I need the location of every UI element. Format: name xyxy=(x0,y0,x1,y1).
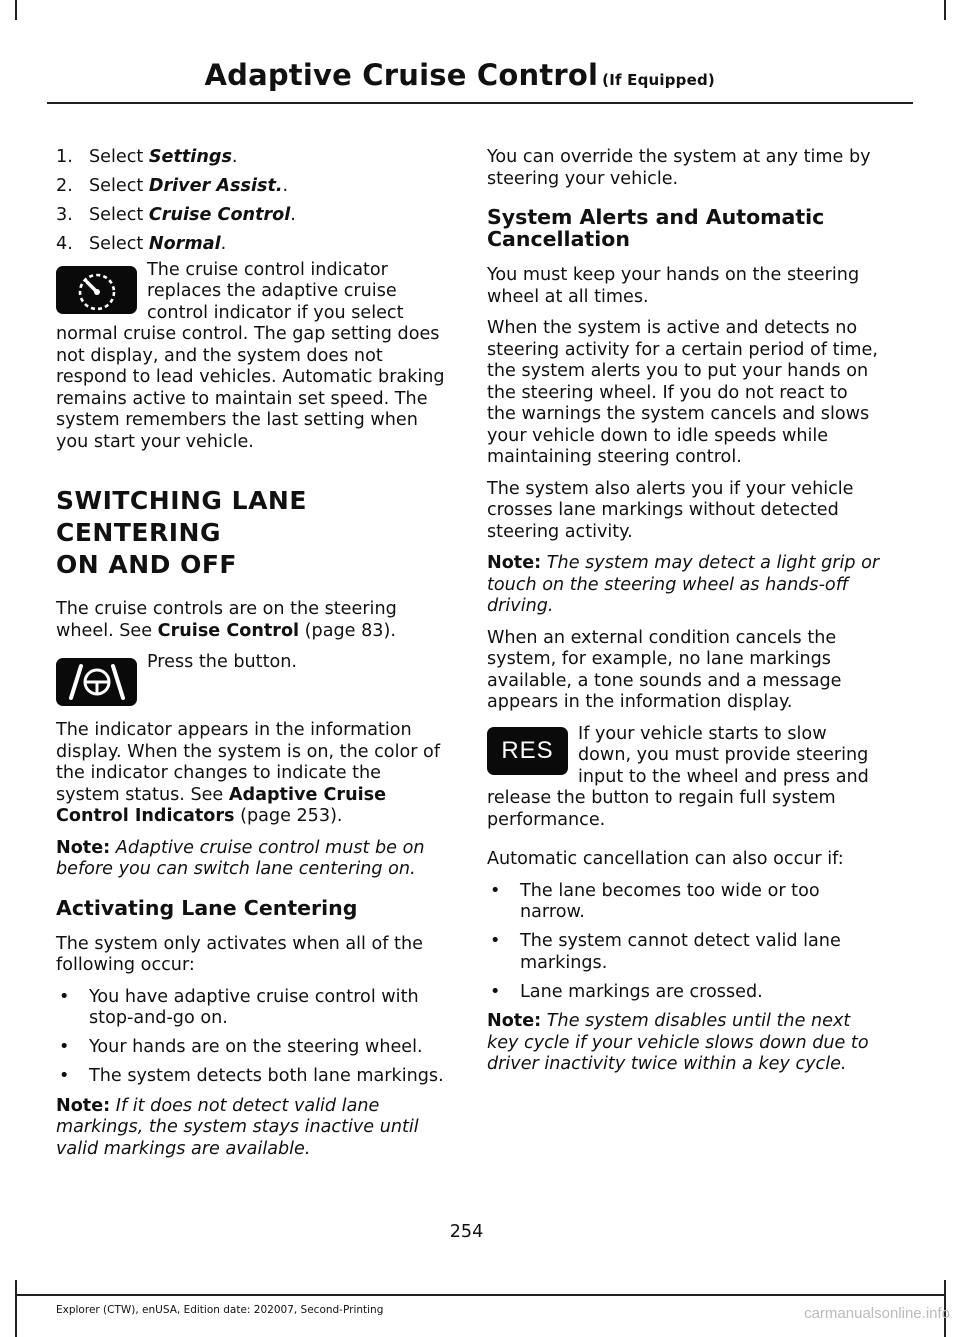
slow-text: If your vehicle starts to slow down, you must provide steering input to the wheel and press and release the button to regain full system performance. xyxy=(487,723,869,830)
crop-mark xyxy=(944,0,946,20)
lane-centering-icon xyxy=(56,658,137,706)
note: Note: If it does not detect valid lane markings, the system stays inactive until valid markings are available. xyxy=(56,1095,419,1159)
footer-divider xyxy=(15,1294,945,1296)
subsection-heading: Activating Lane Centering xyxy=(56,895,358,920)
indicator-paragraph: The indicator appears in the information display. When the system is on, the color of the indicator changes to indicate the system status. See Adaptive Cruise Control Indicators (page 253). xyxy=(56,720,441,826)
page-subtitle: (If Equipped) xyxy=(602,71,715,89)
page-title: Adaptive Cruise Control (If Equipped) xyxy=(204,58,715,92)
list-item: • Your hands are on the steering wheel. xyxy=(59,1037,423,1057)
cruise-indicator-text: The cruise control indicator replaces the adaptive cruise control indicator if you select normal cruise control. The gap setting does not display, and the system does not respond to lead vehicles. Automatic braking remains active to maintain set speed. The system remembers the last setting when you start your vehicle. xyxy=(56,259,445,452)
list-item: • The system detects both lane markings. xyxy=(59,1066,444,1086)
crop-mark xyxy=(15,1280,17,1337)
alerts-text: The system also alerts you if your vehicle crosses lane markings without detected steering activity. xyxy=(487,478,854,542)
active-text: When the system is active and detects no steering activity for a certain period of time, the system alerts you to put your hands on the steering wheel. If you do not react to the warnings the system cancels and slows your vehicle down to idle speeds while maintaining steering control. xyxy=(487,318,878,467)
cruise-control-link[interactable]: Cruise Control xyxy=(157,620,300,641)
hands-text: You must keep your hands on the steering wheel at all times. xyxy=(487,265,860,307)
list-item: 2. Select Driver Assist.. xyxy=(56,176,289,196)
list-item: • The lane becomes too wide or too narrow. xyxy=(490,880,820,922)
note: Note: Adaptive cruise control must be on before you can switch lane centering on. xyxy=(56,837,425,879)
right-column xyxy=(487,147,880,1086)
footer-text: Explorer (CTW), enUSA, Edition date: 202007, Second-Printing xyxy=(56,1304,384,1316)
section-heading: SWITCHING LANE CENTERING ON AND OFF xyxy=(56,486,307,579)
header-divider xyxy=(47,102,913,104)
activates-text: The system only activates when all of the following occur: xyxy=(56,933,423,975)
external-text: When an external condition cancels the system, for example, no lane markings available, a tone sounds and a message appears in the information display. xyxy=(487,627,842,712)
override-text: You can override the system at any time by steering your vehicle. xyxy=(487,147,871,189)
note: Note: The system may detect a light grip or touch on the steering wheel as hands-off driving. xyxy=(487,553,880,616)
left-column xyxy=(56,147,448,1170)
list-item: 4. Select Normal. xyxy=(56,234,227,254)
press-button-text: Press the button. xyxy=(147,652,297,672)
list-item: • You have adaptive cruise control with stop-and-go on. xyxy=(59,986,419,1028)
list-item: • The system cannot detect valid lane markings. xyxy=(490,931,841,973)
watermark: carmanualsonline.info xyxy=(804,1305,950,1322)
acc-indicators-link[interactable]: Adaptive Cruise Control Indicators xyxy=(56,784,387,826)
list-item: 3. Select Cruise Control. xyxy=(56,205,296,225)
note: Note: The system disables until the next key cycle if your vehicle slows down due to driver inactivity twice within a key cycle. xyxy=(487,1011,869,1074)
activation-conditions xyxy=(56,987,448,1088)
auto-cancel-text: Automatic cancellation can also occur if: xyxy=(487,849,844,869)
res-button-icon: RES xyxy=(487,727,568,775)
steps-list xyxy=(56,147,448,256)
subsection-heading: System Alerts and Automatic Cancellation xyxy=(487,205,825,251)
speedometer-icon xyxy=(56,266,137,314)
crop-mark xyxy=(15,0,17,20)
page-number: 254 xyxy=(449,1222,484,1242)
list-item: 1. Select Settings. xyxy=(56,147,238,167)
cancellation-conditions xyxy=(487,881,880,1004)
list-item: • Lane markings are crossed. xyxy=(490,981,763,1002)
controls-paragraph: The cruise controls are on the steering wheel. See Cruise Control (page 83). xyxy=(56,599,397,641)
